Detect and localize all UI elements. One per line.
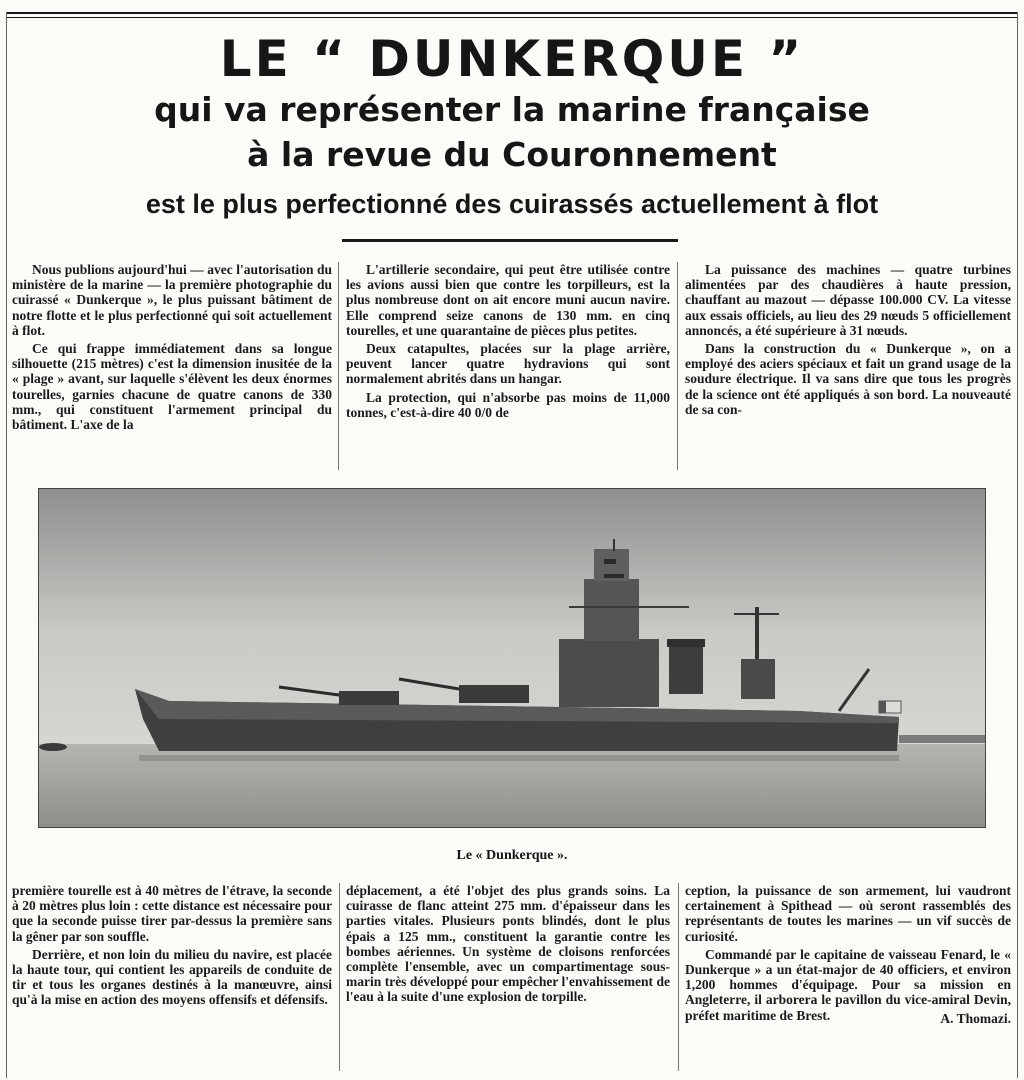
column-2-top [346, 262, 670, 472]
deck-headline: est le plus perfectionné des cuirassés actuellement à flot [145, 189, 879, 219]
column-divider [338, 262, 339, 470]
paragraph: La puissance des machines — quatre turbines alimentées par des chaudières à haute pression, chauffant au mazout — dépasse 100.000 CV. La vitesse aux essais officiels, au lieu des 29 nœuds 5 officiellement annoncés, a été supérieure à 31 nœuds. [685, 262, 1011, 338]
column-1-top [12, 262, 332, 472]
top-double-rule-inner [6, 17, 1018, 18]
paragraph: La protection, qui n'absorbe pas moins de 11,000 tonnes, c'est-à-dire 40 0/0 de [346, 389, 670, 420]
paragraph: déplacement, a été l'objet des plus grands soins. La cuirasse de flanc atteint 275 mm. d'épaisseur dans les parties vitales. Plusieurs ponts blindés, dont le plus épais a 125 mm., constituent la garantie contre les bombes aériennes. Un système de cloisons renforcées complète l'ensemble, avec un compartimentage sous-marin très développé pour empêcher l'envahissement de l'eau à la suite d'une explosion de torpille. [346, 883, 670, 1005]
column-3-top [685, 262, 1011, 472]
paragraph: Nous publions aujourd'hui — avec l'autorisation du ministère de la marine — la première photographie du cuirassé « Dunkerque », le plus puissant bâtiment de notre flotte et le plus perfectionné qui soit actuellement à flot. [12, 262, 332, 338]
headline: LE “ DUNKERQUE ” [219, 30, 805, 88]
paragraph: première tourelle est à 40 mètres de l'étrave, la seconde à 20 mètres plus loin : cette distance est nécessaire pour que la seconde puisse tirer par-dessus la première sans la gêner par son souffle. [12, 883, 332, 944]
paragraph: Derrière, et non loin du milieu du navire, est placée la haute tour, qui contient les appareils de conduite de tir et tous les organes destinés à la manœuvre, ainsi qu'à la mise en action des moyens offensifs et défensifs. [12, 946, 332, 1008]
subheadline-line-1: qui va représenter la marine française [154, 90, 870, 129]
column-divider [339, 883, 340, 1071]
column-2-bottom [346, 883, 670, 1073]
column-divider [677, 262, 678, 470]
deck-rule [342, 239, 678, 242]
paragraph: L'artillerie secondaire, qui peut être utilisée contre les avions aussi bien que contre les torpilleurs, est la plus nombreuse dont on ait encore muni aucun navire. Elle comprend seize canons de 130 mm. en cinq tourelles, et une quarantaine de pièces plus petites. [346, 262, 670, 338]
column-3-bottom [685, 883, 1011, 1073]
column-1-bottom [12, 883, 332, 1073]
paragraph: Deux catapultes, placées sur la plage arrière, peuvent lancer quatre hydravions qui sont normalement abrités dans un hangar. [346, 341, 670, 387]
paragraph: Dans la construction du « Dunkerque », on a employé des aciers spéciaux et fait un grand usage de la soudure électrique. Il va sans dire que tous les progrès de la science ont été appliqués à son bord. La nouveauté de sa con- [685, 341, 1011, 417]
author-signature: A. Thomazi. [940, 1010, 1011, 1026]
column-divider [678, 883, 679, 1071]
photo-caption: Le « Dunkerque ». [456, 848, 568, 863]
paragraph: Commandé par le capitaine de vaisseau Fenard, le « Dunkerque » a un état-major de 40 officiers, et environ 1,200 hommes d'équipage. Pour sa mission en Angleterre, il arborera le pavillon du vice-amiral Devin, préfet maritime de Brest. [685, 946, 1011, 1023]
subheadline-line-2: à la revue du Couronnement [247, 135, 777, 174]
top-double-rule [6, 12, 1018, 14]
paragraph: Ce qui frappe immédiatement dans sa longue silhouette (215 mètres) c'est la dimension inusitée de la « plage » avant, sur laquelle s'élèvent les deux énormes tourelles, garnies chacune de quatre canons de 330 mm., qui constituent l'armement principal du bâtiment. L'axe de la [12, 341, 332, 433]
battleship-photo [38, 488, 986, 828]
battleship-illustration [39, 489, 985, 827]
paragraph: ception, la puissance de son armement, lui vaudront certainement à Spithead — où seront rassemblés des représentants de toutes les marines — un vif succès de curiosité. [685, 883, 1011, 944]
